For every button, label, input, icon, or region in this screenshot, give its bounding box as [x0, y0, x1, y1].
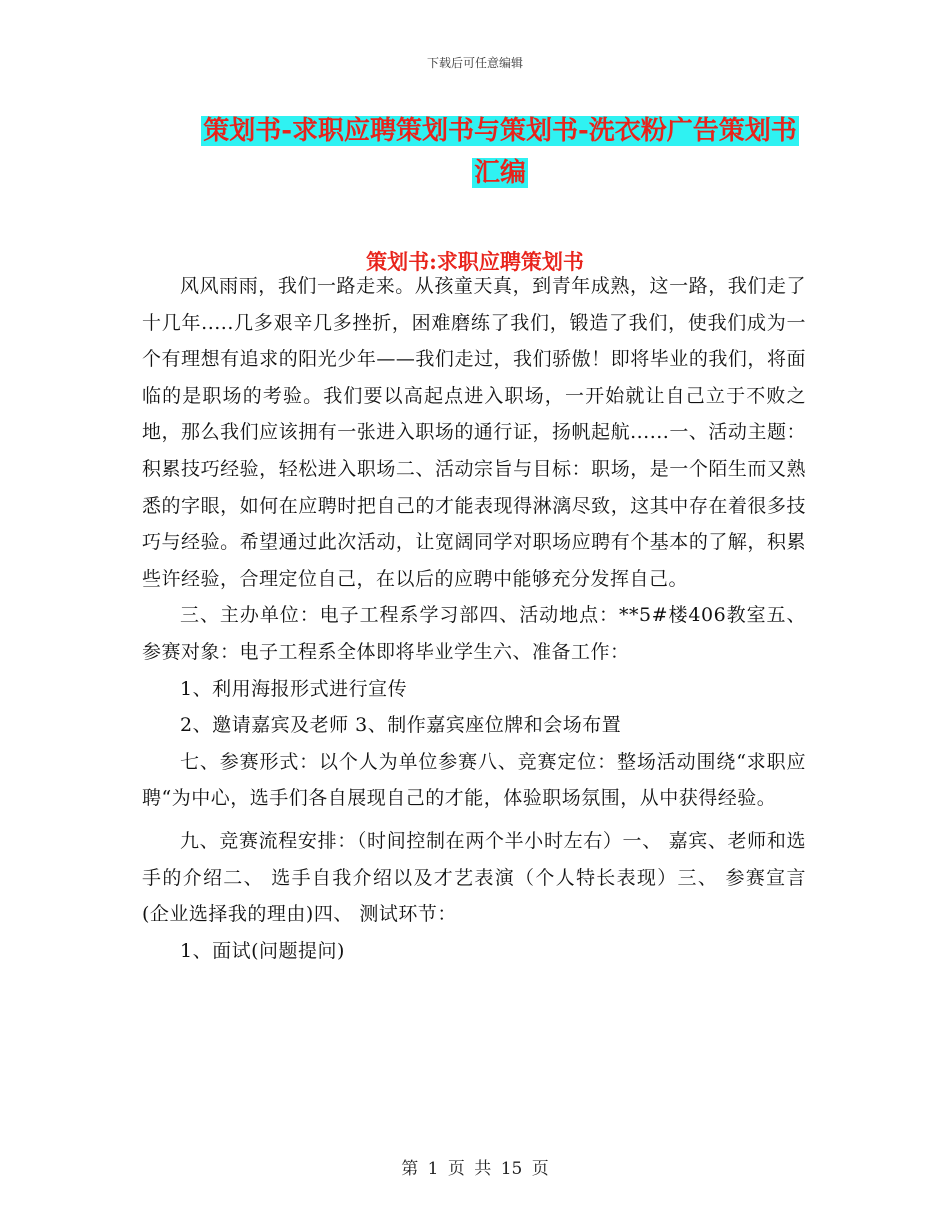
paragraph-prep-2: 2、邀请嘉宾及老师 3、制作嘉宾座位牌和会场布置 [180, 714, 622, 737]
page-footer: 第 1 页 共 15 页 [401, 1159, 549, 1179]
paragraph-format: 七、参赛形式：以个人为单位参赛八、竞赛定位：整场活动围绕“求职应聘“为中心，选手们各自展现自己的才能，体验职场氛围，从中获得经验。 [142, 750, 806, 810]
document-title [190, 110, 810, 194]
document-title-line-2: 汇编 [473, 158, 526, 188]
paragraph-prep-1: 1、利用海报形式进行宣传 [180, 677, 408, 700]
document-title-line-1: 策划书-求职应聘策划书与策划书-洗衣粉广告策划书 [203, 116, 797, 146]
paragraph-interview: 1、面试(问题提问) [180, 939, 345, 962]
paragraph-schedule: 九、竞赛流程安排：（时间控制在两个半小时左右）一、 嘉宾、老师和选手的介绍二、 选手自我介绍以及才艺表演（个人特长表现）三、 参赛宣言(企业选择我的理由)四、 测试环节： [142, 829, 806, 926]
document-body [142, 268, 806, 969]
page-header-note: 下载后可任意编辑 [426, 56, 523, 70]
section-title: 策划书:求职应聘策划书 [366, 249, 584, 274]
paragraph-intro: 风风雨雨，我们一路走来。从孩童天真，到青年成熟，这一路，我们走了十几年.....几多艰辛几多挫折，困难磨练了我们，锻造了我们，使我们成为一个有理想有追求的阳光少年——我们走过，我们骄傲！即将毕业的我们，将面临的是职场的考验。我们要以高起点进入职场，一开始就让自己立于不败之地，那么我们应该拥有一张进入职场的通行证，扬帆起航......一、活动主题：积累技巧经验，轻松进入职场二、活动宗旨与目标：职场，是一个陌生而又熟悉的字眼，如何在应聘时把自己的才能表现得淋漓尽致，这其中存在着很多技巧与经验。希望通过此次活动，让宽阔同学对职场应聘有个基本的了解，积累些许经验，合理定位自己，在以后的应聘中能够充分发挥自己。 [142, 275, 806, 590]
paragraph-organizer: 三、主办单位：电子工程系学习部四、活动地点：**5#楼406教室五、参赛对象：电子工程系全体即将毕业学生六、准备工作： [142, 604, 806, 663]
